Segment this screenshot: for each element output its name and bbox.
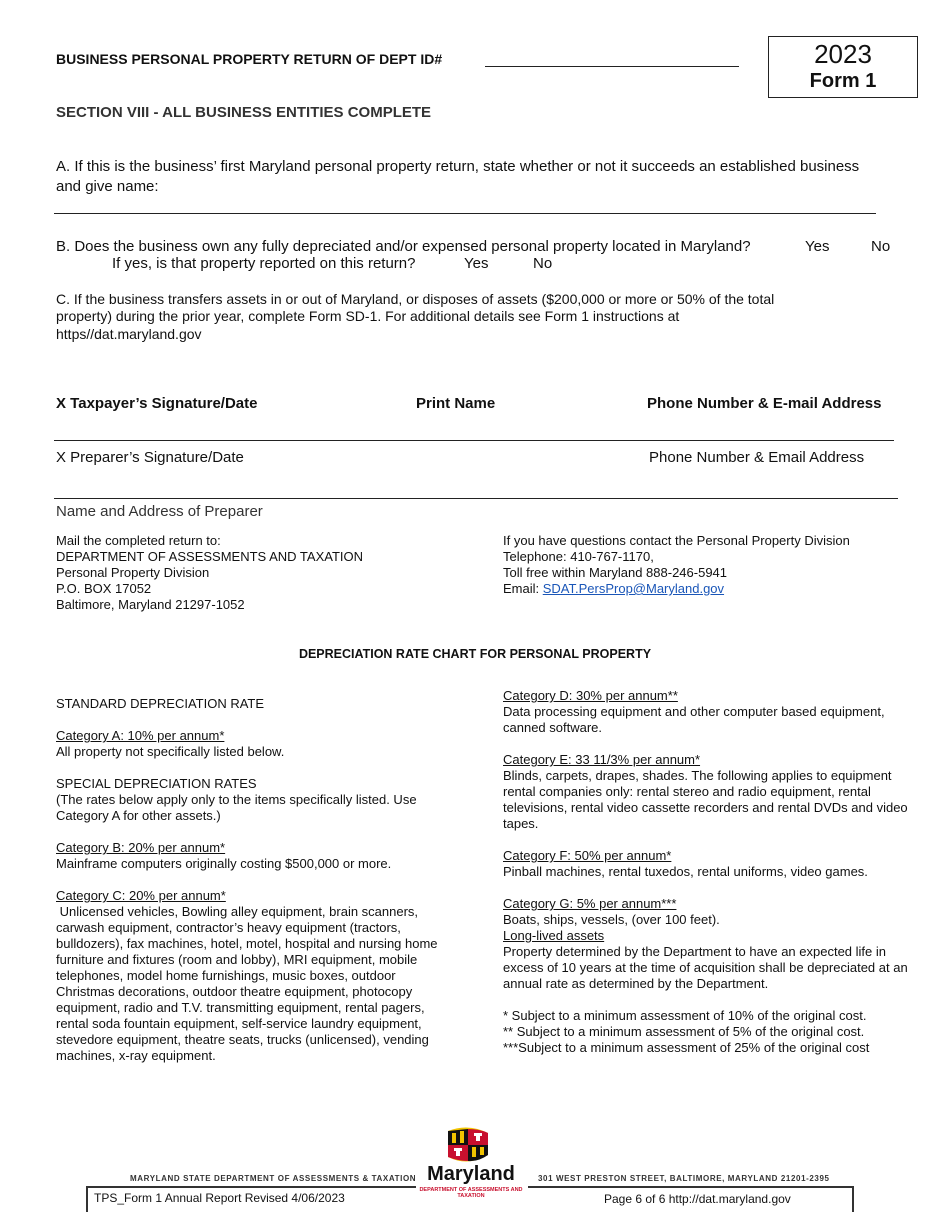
mail-line: Personal Property Division: [56, 565, 210, 580]
category-b-heading: Category B: 20% per annum*: [56, 840, 226, 855]
standard-rate-heading: STANDARD DEPRECIATION RATE: [56, 696, 265, 711]
question-b-sub: If yes, is that property reported on this return?: [112, 255, 416, 272]
email-link[interactable]: SDAT.PersProp@Maryland.gov: [542, 581, 725, 596]
question-a-line2: and give name:: [56, 178, 159, 195]
footnote-2: ** Subject to a minimum assessment of 5% of the original cost.: [503, 1024, 865, 1039]
mail-line: P.O. BOX 17052: [56, 581, 152, 596]
contact-tollfree: Toll free within Maryland 888-246-5941: [503, 565, 728, 580]
category-g-heading: Category G: 5% per annum***: [503, 896, 677, 911]
footer-page-number: Page 6 of 6 http://dat.maryland.gov: [604, 1192, 791, 1206]
category-f-desc: Pinball machines, rental tuxedos, rental uniforms, video games.: [503, 864, 868, 879]
form-year: 2023: [814, 39, 872, 69]
mail-line: Baltimore, Maryland 21297-1052: [56, 597, 245, 612]
question-a-line1: A. If this is the business’ first Maryland personal property return, state whether or not it succeeds an established business: [56, 158, 860, 175]
question-b-sub-no[interactable]: No: [533, 255, 553, 272]
category-g-desc: Boats, ships, vessels, (over 100 feet).: [503, 912, 720, 927]
mail-address-block: [56, 533, 363, 613]
footer-bar-left: [86, 1186, 416, 1188]
print-name-label: Print Name: [416, 395, 496, 412]
question-b-yes[interactable]: Yes: [805, 238, 830, 255]
dept-id-line: [485, 66, 739, 67]
email-label: Email:: [503, 581, 543, 596]
special-rates-heading: SPECIAL DEPRECIATION RATES: [56, 776, 257, 791]
mail-line: Mail the completed return to:: [56, 533, 221, 548]
long-lived-heading: Long-lived assets: [503, 928, 605, 943]
question-b: B. Does the business own any fully depreciated and/or expensed personal property located in Maryland?: [56, 238, 751, 255]
preparer-phone-label: Phone Number & Email Address: [649, 449, 865, 466]
depreciation-left-column: [56, 696, 446, 1064]
question-c-url: https//dat.maryland.gov: [56, 326, 202, 342]
footer-bar-right: [528, 1186, 854, 1188]
depreciation-chart-title: DEPRECIATION RATE CHART FOR PERSONAL PROPERTY: [298, 647, 652, 661]
footer-bracket-right: [852, 1186, 854, 1212]
footer-bracket-left: [86, 1186, 88, 1212]
category-c-desc: Unlicensed vehicles, Bowling alley equipment, brain scanners, carwash equipment, contractor’s heavy equipment (tractors, bulldozers), fax machines, hotel, motel, hospital and nursing home furniture and fixtures (room and lobby), MRI equipment, mobile telephones, model home furnishings, music boxes, outdoor Christmas decorations, outdoor theatre equipment, photocopy equipment, radio and T.V. transmitting equipment, rental pagers, rental soda fountain equipment, self-service laundry equipment, stevedore equipment, theatre seats, trucks (unlicensed), vending machines, x-ray equipment.: [56, 904, 442, 1063]
footnote-3: ***Subject to a minimum assessment of 25% of the original cost: [503, 1040, 870, 1055]
footer-logo-text: Maryland: [427, 1163, 515, 1185]
depreciation-right-column: [503, 688, 913, 1056]
category-d-desc: Data processing equipment and other computer based equipment, canned software.: [503, 704, 885, 735]
contact-line: If you have questions contact the Personal Property Division: [503, 533, 850, 548]
question-c-line1: C. If the business transfers assets in or out of Maryland, or disposes of assets ($200,000 or more or 50% of the total: [56, 291, 775, 307]
category-a-desc: All property not specifically listed below.: [56, 744, 285, 759]
category-c-heading: Category C: 20% per annum*: [56, 888, 226, 903]
mail-line: DEPARTMENT OF ASSESSMENTS AND TAXATION: [56, 549, 364, 564]
category-b-desc: Mainframe computers originally costing $500,000 or more.: [56, 856, 392, 871]
contact-phone: Telephone: 410-767-1170,: [503, 549, 654, 564]
section-heading: SECTION VIII - ALL BUSINESS ENTITIES COMPLETE: [56, 104, 432, 121]
category-f-heading: Category F: 50% per annum*: [503, 848, 672, 863]
preparer-signature-line[interactable]: [54, 498, 898, 499]
form-title: BUSINESS PERSONAL PROPERTY RETURN OF DEPT ID#: [56, 51, 443, 67]
form-year-box: [768, 36, 918, 98]
category-d-heading: Category D: 30% per annum**: [503, 688, 678, 703]
question-c-line2: property) during the prior year, complete Form SD-1. For additional details see Form 1 instructions at: [56, 308, 680, 324]
footnote-1: * Subject to a minimum assessment of 10% of the original cost.: [503, 1008, 867, 1023]
preparer-name-address-label: Name and Address of Preparer: [56, 503, 263, 520]
taxpayer-signature-line[interactable]: [54, 440, 894, 441]
form-number: Form 1: [809, 70, 877, 92]
contact-email-row: [503, 581, 850, 597]
long-lived-desc: Property determined by the Department to have an expected life in excess of 10 years at the time of acquisition shall be depreciated at an annual rate as determined by the Department.: [503, 944, 908, 991]
category-e-desc: Blinds, carpets, drapes, shades. The following applies to equipment rental companies only: rental stereo and radio equipment, rental televisions, rental video cassette recorders and rental DVDs and video tapes.: [503, 768, 908, 831]
footer-logo-subtitle: DEPARTMENT OF ASSESSMENTS AND TAXATION: [419, 1187, 523, 1199]
category-a-heading: Category A: 10% per annum*: [56, 728, 225, 743]
footer-agency: MARYLAND STATE DEPARTMENT OF ASSESSMENTS & TAXATION: [130, 1174, 417, 1183]
contact-block: [503, 533, 850, 597]
footer-form-id: TPS_Form 1 Annual Report Revised 4/06/2023: [94, 1191, 345, 1205]
taxpayer-phone-label: Phone Number & E-mail Address: [647, 395, 882, 412]
question-b-no[interactable]: No: [871, 238, 891, 255]
question-b-sub-yes[interactable]: Yes: [464, 255, 489, 272]
preparer-signature-label: X Preparer’s Signature/Date: [56, 449, 244, 466]
predecessor-name-line[interactable]: [54, 213, 876, 214]
special-rates-note: (The rates below apply only to the items specifically listed. Use Category A for other assets.): [56, 792, 417, 823]
category-e-heading: Category E: 33 11/3% per annum*: [503, 752, 701, 767]
footer-address: 301 WEST PRESTON STREET, BALTIMORE, MARYLAND 21201-2395: [538, 1174, 830, 1183]
taxpayer-signature-label: X Taxpayer’s Signature/Date: [56, 395, 258, 412]
